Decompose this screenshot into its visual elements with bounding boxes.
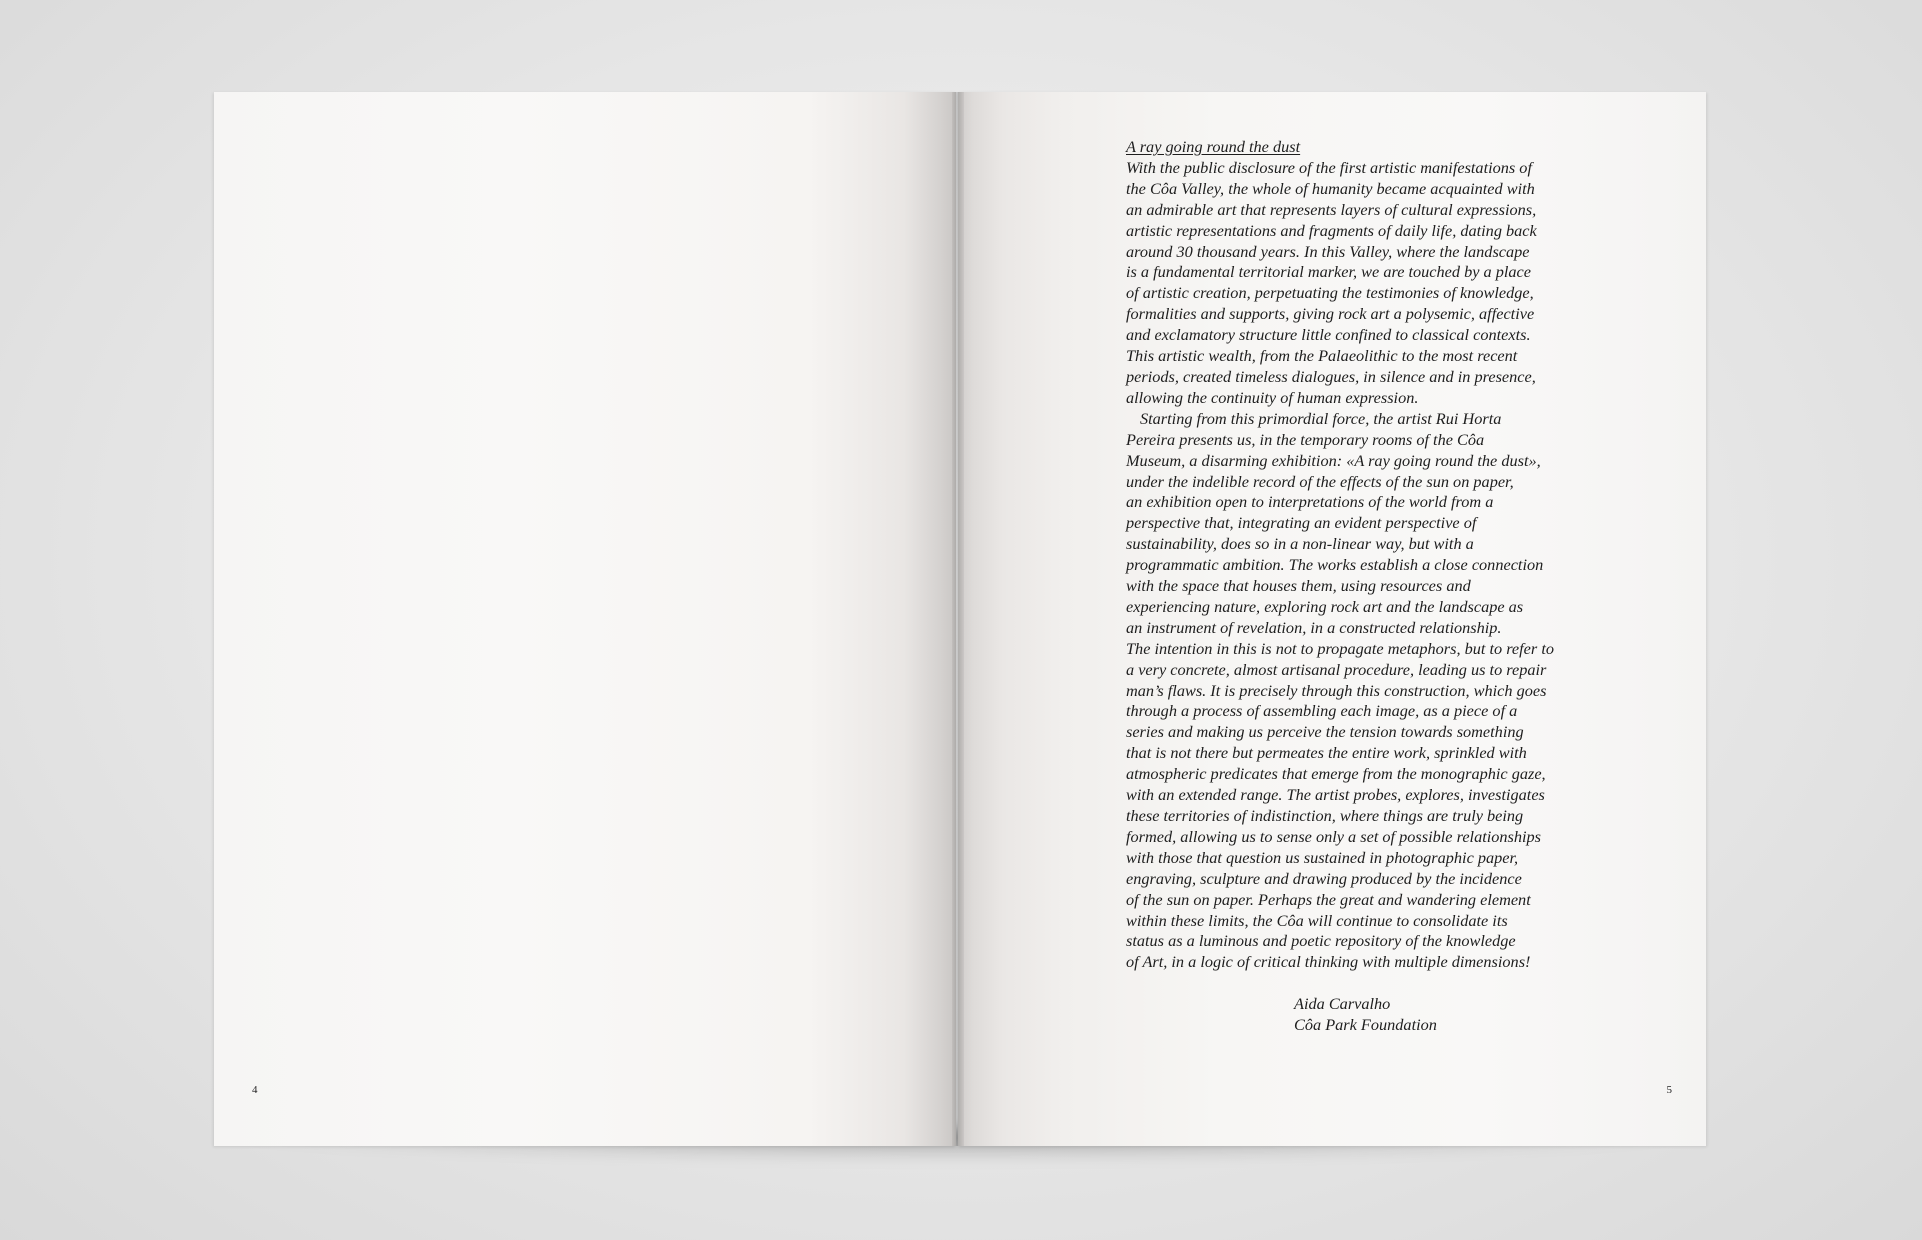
paragraph-line: of the sun on paper. Perhaps the great and wandering element [1126,889,1531,909]
paragraph-line: formed, allowing us to sense only a set of possible relationships [1126,826,1542,846]
paragraph-line: man’s flaws. It is precisely through this construction, which goes [1126,680,1547,700]
book-gutter [952,92,964,1146]
paragraph-line: and exclamatory structure little confined to classical contexts. [1126,325,1531,345]
paragraph-line: The intention in this is not to propagate metaphors, but to refer to [1126,638,1554,658]
author-name: Aida Carvalho [1294,994,1391,1014]
open-booklet [214,92,1706,1146]
paragraph-line: an admirable art that represents layers of cultural expressions, [1126,199,1537,219]
paragraph-line: the Côa Valley, the whole of humanity became acquainted with [1126,178,1535,198]
left-page [214,92,956,1146]
author-organization: Côa Park Foundation [1294,1015,1437,1035]
paragraph-line: an exhibition open to interpretations of the world from a [1126,492,1494,512]
paragraph-line: formalities and supports, giving rock art a polysemic, affective [1126,304,1535,324]
paragraph-line: with an extended range. The artist probes, explores, investigates [1126,785,1545,805]
paragraph-line: This artistic wealth, from the Palaeolithic to the most recent [1126,346,1518,366]
paragraph-line: a very concrete, almost artisanal procedure, leading us to repair [1126,659,1547,679]
paragraph-line: Pereira presents us, in the temporary rooms of the Côa [1126,429,1485,449]
paragraph-line: of Art, in a logic of critical thinking with multiple dimensions! [1126,952,1531,972]
essay-paragraph-2 [1126,409,1666,973]
paragraph-line: under the indelible record of the effects of the sun on paper, [1126,471,1514,491]
paragraph-line: experiencing nature, exploring rock art and the landscape as [1126,596,1524,616]
paragraph-line: series and making us perceive the tension towards something [1126,722,1524,742]
paragraph-line: of artistic creation, perpetuating the testimonies of knowledge, [1126,283,1534,303]
paragraph-line: within these limits, the Côa will continue to consolidate its [1126,910,1508,930]
paragraph-line: Museum, a disarming exhibition: «A ray going round the dust», [1126,450,1541,470]
paragraph-line: engraving, sculpture and drawing produced by the incidence [1126,868,1522,888]
paragraph-line: With the public disclosure of the first artistic manifestations of [1126,157,1532,177]
paragraph-line: sustainability, does so in a non-linear way, but with a [1126,534,1474,554]
signature-block [1126,994,1666,1036]
left-page-number: 4 [252,1084,258,1096]
paragraph-line: through a process of assembling each image, as a piece of a [1126,701,1518,721]
paragraph-line: atmospheric predicates that emerge from the monographic gaze, [1126,764,1546,784]
paragraph-line: around 30 thousand years. In this Valley, where the landscape [1126,241,1530,261]
right-page [958,92,1706,1146]
paragraph-line: perspective that, integrating an evident perspective of [1126,513,1477,533]
paragraph-line: with those that question us sustained in photographic paper, [1126,847,1519,867]
paragraph-line: allowing the continuity of human expression. [1126,387,1419,407]
essay-paragraph-1 [1126,158,1666,409]
paragraph-line: an instrument of revelation, in a constructed relationship. [1126,617,1502,637]
paragraph-line: Starting from this primordial force, the artist Rui Horta [1140,408,1502,428]
essay-text-block [1126,137,1666,1036]
right-page-number: 5 [1666,1084,1672,1096]
paragraph-line: artistic representations and fragments of daily life, dating back [1126,220,1537,240]
paragraph-line: status as a luminous and poetic repository of the knowledge [1126,931,1516,951]
paragraph-line: these territories of indistinction, where things are truly being [1126,806,1524,825]
paragraph-line: with the space that houses them, using resources and [1126,576,1471,596]
paragraph-line: periods, created timeless dialogues, in silence and in presence, [1126,366,1536,386]
paragraph-line: programmatic ambition. The works establish a close connection [1126,555,1544,575]
paragraph-line: that is not there but permeates the entire work, sprinkled with [1126,743,1527,763]
paragraph-line: is a fundamental territorial marker, we are touched by a place [1126,262,1532,282]
essay-title: A ray going round the dust [1126,137,1301,156]
